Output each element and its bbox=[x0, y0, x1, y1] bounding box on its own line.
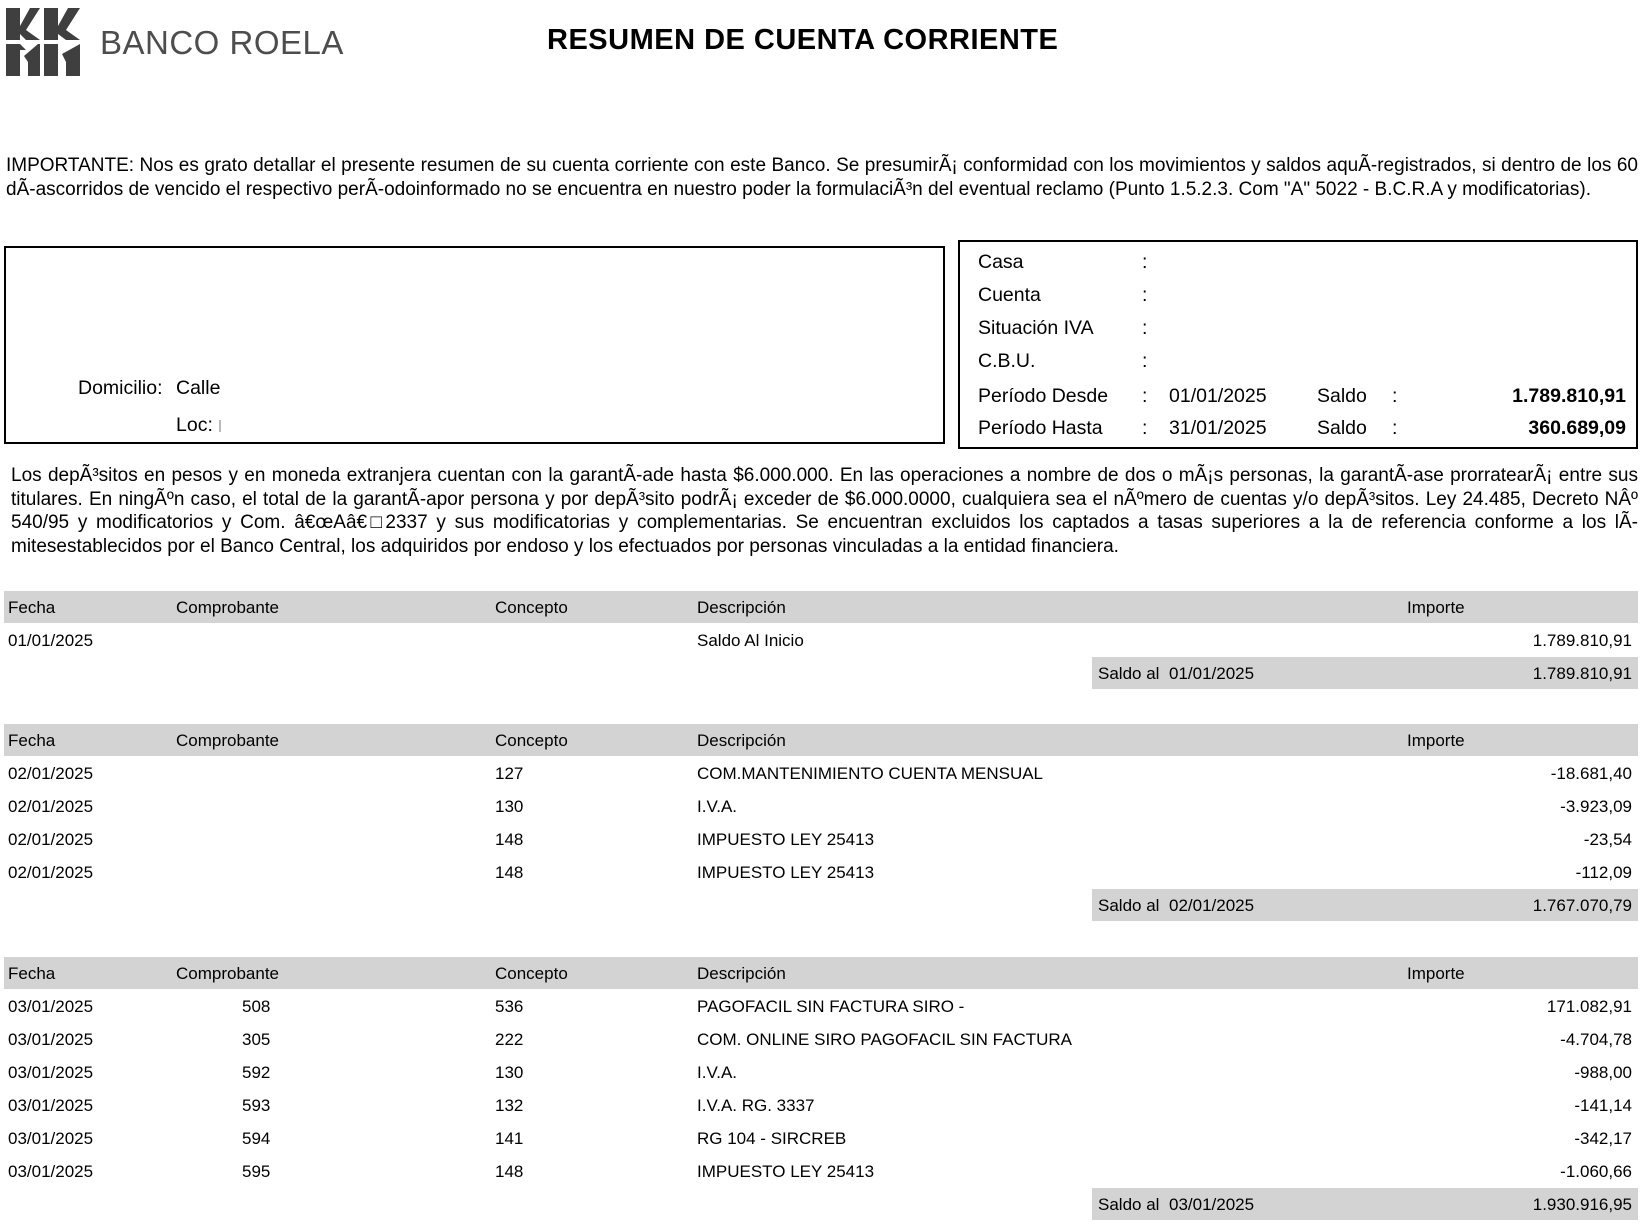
cell-importe: -4.704,78 bbox=[1560, 1030, 1632, 1049]
saldo-date: 03/01/2025 bbox=[1169, 1195, 1255, 1214]
cell-concepto: 130 bbox=[495, 797, 524, 816]
cell-fecha: 03/01/2025 bbox=[8, 1030, 94, 1049]
saldo-date: 02/01/2025 bbox=[1169, 896, 1255, 915]
cell-importe: -3.923,09 bbox=[1560, 797, 1632, 816]
domicilio-value: Calle bbox=[176, 377, 221, 399]
cell-descripcion: IMPUESTO LEY 25413 bbox=[697, 830, 875, 849]
saldo-al-label: Saldo al bbox=[1098, 1195, 1160, 1214]
cell-fecha: 01/01/2025 bbox=[8, 631, 94, 650]
colon: : bbox=[1142, 284, 1148, 306]
info-row-periodo-hasta bbox=[978, 417, 1628, 447]
client-address-box bbox=[4, 246, 945, 444]
cell-concepto: 141 bbox=[495, 1129, 524, 1148]
loc-label: Loc: bbox=[176, 414, 213, 436]
saldo-label: Saldo bbox=[1317, 385, 1367, 407]
cell-descripcion: RG 104 - SIRCREB bbox=[697, 1129, 847, 1148]
cell-importe: -988,00 bbox=[1574, 1063, 1632, 1082]
table-header bbox=[4, 957, 1638, 989]
cell-comprobante: 595 bbox=[242, 1162, 271, 1181]
periodo-desde-label: Período Desde bbox=[978, 385, 1109, 407]
saldo-row bbox=[1092, 1188, 1638, 1220]
table-header bbox=[4, 591, 1638, 623]
table-row bbox=[4, 757, 1638, 790]
cell-importe: -18.681,40 bbox=[1550, 764, 1632, 783]
table-row bbox=[4, 1056, 1638, 1089]
col-importe: Importe bbox=[1407, 598, 1465, 617]
important-notice: IMPORTANTE: Nos es grato detallar el presente resumen de su cuenta corriente con este Banco. Se presumirÃ¡ conformidad con los movimientos y saldos aquÃ-registrados, si dentro de los 60 dÃ-ascorridos de vencido el respectivo perÃ-odoinformado no se encuentra en nuestro poder la formulaciÃ³n del eventual reclamo (Punto 1.5.2.3. Com "A" 5022 - B.C.R.A y modificatorias). bbox=[6, 155, 1638, 200]
cell-concepto: 130 bbox=[495, 1063, 524, 1082]
table-row bbox=[4, 1089, 1638, 1122]
periodo-hasta-value: 31/01/2025 bbox=[1169, 417, 1267, 439]
info-row-cuenta bbox=[978, 284, 1628, 314]
col-concepto: Concepto bbox=[495, 964, 568, 983]
table-row bbox=[4, 990, 1638, 1023]
col-fecha: Fecha bbox=[8, 731, 56, 750]
saldo-amount: 1.767.070,79 bbox=[1532, 896, 1632, 915]
col-comprobante: Comprobante bbox=[176, 731, 280, 750]
table-row bbox=[4, 1122, 1638, 1155]
loc-value-fragment bbox=[219, 420, 221, 432]
cell-importe: 1.789.810,91 bbox=[1532, 631, 1632, 650]
cell-fecha: 03/01/2025 bbox=[8, 997, 94, 1016]
cell-comprobante: 594 bbox=[242, 1129, 271, 1148]
saldo-al-label: Saldo al bbox=[1098, 896, 1160, 915]
cell-concepto: 148 bbox=[495, 863, 524, 882]
cell-importe: -1.060,66 bbox=[1560, 1162, 1632, 1181]
periodo-desde-value: 01/01/2025 bbox=[1169, 385, 1267, 407]
cell-descripcion: Saldo Al Inicio bbox=[697, 631, 804, 650]
cell-importe: -342,17 bbox=[1574, 1129, 1632, 1148]
cell-descripcion: COM. ONLINE SIRO PAGOFACIL SIN FACTURA bbox=[697, 1030, 1073, 1049]
bank-logo-icon bbox=[4, 4, 84, 80]
saldo-amount: 1.930.916,95 bbox=[1532, 1195, 1632, 1214]
cell-concepto: 536 bbox=[495, 997, 524, 1016]
table-header bbox=[4, 724, 1638, 756]
cell-importe: -112,09 bbox=[1575, 863, 1632, 882]
cell-concepto: 222 bbox=[495, 1030, 524, 1049]
cuenta-label: Cuenta bbox=[978, 284, 1041, 306]
cell-comprobante: 305 bbox=[242, 1030, 271, 1049]
cell-concepto: 127 bbox=[495, 764, 524, 783]
cell-concepto: 148 bbox=[495, 830, 524, 849]
col-fecha: Fecha bbox=[8, 964, 56, 983]
cell-importe: -141,14 bbox=[1574, 1096, 1632, 1115]
col-importe: Importe bbox=[1407, 964, 1465, 983]
cell-comprobante: 592 bbox=[242, 1063, 271, 1082]
saldo-date: 01/01/2025 bbox=[1169, 664, 1255, 683]
col-fecha: Fecha bbox=[8, 598, 56, 617]
cell-comprobante: 508 bbox=[242, 997, 271, 1016]
table-row bbox=[4, 624, 1638, 657]
colon: : bbox=[1392, 417, 1398, 439]
cell-concepto: 148 bbox=[495, 1162, 524, 1181]
cell-comprobante: 593 bbox=[242, 1096, 271, 1115]
col-descripcion: Descripción bbox=[697, 598, 786, 617]
colon: : bbox=[1392, 385, 1398, 407]
cell-importe: 171.082,91 bbox=[1546, 997, 1632, 1016]
colon: : bbox=[1142, 417, 1148, 439]
col-importe: Importe bbox=[1407, 731, 1465, 750]
saldo-amount: 1.789.810,91 bbox=[1532, 664, 1632, 683]
colon: : bbox=[1142, 385, 1148, 407]
cell-fecha: 03/01/2025 bbox=[8, 1096, 94, 1115]
cell-importe: -23,54 bbox=[1583, 830, 1632, 849]
saldo-label: Saldo bbox=[1317, 417, 1367, 439]
casa-label: Casa bbox=[978, 251, 1024, 273]
cell-descripcion: IMPUESTO LEY 25413 bbox=[697, 1162, 875, 1181]
saldo-desde-amount: 1.789.810,91 bbox=[1512, 385, 1626, 407]
info-row-cbu bbox=[978, 350, 1628, 380]
cell-descripcion: COM.MANTENIMIENTO CUENTA MENSUAL bbox=[697, 764, 1044, 783]
situacion-iva-label: Situación IVA bbox=[978, 317, 1094, 339]
col-concepto: Concepto bbox=[495, 598, 568, 617]
document-title: RESUMEN DE CUENTA CORRIENTE bbox=[547, 24, 1059, 56]
col-comprobante: Comprobante bbox=[176, 964, 280, 983]
saldo-row bbox=[1092, 657, 1638, 689]
cell-fecha: 02/01/2025 bbox=[8, 797, 94, 816]
colon: : bbox=[1142, 317, 1148, 339]
cell-concepto: 132 bbox=[495, 1096, 524, 1115]
info-row-periodo-desde bbox=[978, 385, 1628, 415]
cell-fecha: 03/01/2025 bbox=[8, 1129, 94, 1148]
bank-name: BANCO ROELA bbox=[100, 24, 344, 61]
cell-descripcion: I.V.A. RG. 3337 bbox=[697, 1096, 815, 1115]
domicilio-label: Domicilio: bbox=[78, 377, 163, 399]
table-row bbox=[4, 856, 1638, 889]
cell-fecha: 02/01/2025 bbox=[8, 830, 94, 849]
cell-fecha: 03/01/2025 bbox=[8, 1162, 94, 1181]
table-row bbox=[4, 1155, 1638, 1188]
cell-descripcion: I.V.A. bbox=[697, 1063, 738, 1082]
cell-fecha: 02/01/2025 bbox=[8, 764, 94, 783]
colon: : bbox=[1142, 251, 1148, 273]
col-descripcion: Descripción bbox=[697, 731, 786, 750]
cell-fecha: 02/01/2025 bbox=[8, 863, 94, 882]
cbu-label: C.B.U. bbox=[978, 350, 1036, 372]
col-descripcion: Descripción bbox=[697, 964, 786, 983]
periodo-hasta-label: Período Hasta bbox=[978, 417, 1103, 439]
table-row bbox=[4, 790, 1638, 823]
table-row bbox=[4, 1023, 1638, 1056]
saldo-row bbox=[1092, 889, 1638, 921]
table-row bbox=[4, 823, 1638, 856]
col-comprobante: Comprobante bbox=[176, 598, 280, 617]
col-concepto: Concepto bbox=[495, 731, 568, 750]
cell-descripcion: PAGOFACIL SIN FACTURA SIRO - bbox=[697, 997, 965, 1016]
deposit-guarantee-notice: Los depÃ³sitos en pesos y en moneda extranjera cuentan con la garantÃ-ade hasta $6.000.000. En las operaciones a nombre de dos o mÃ¡s personas, la garantÃ-ase prorratearÃ¡ entre sus titulares. En ningÃºn caso, el total de la garantÃ-apor persona y por depÃ³sito podrÃ¡ exceder de $6.000.0000, cualquiera sea el nÃºmero de cuentas y/o depÃ³sitos. Ley 24.485, Decreto NÂº 540/95 y modificatorios y Com. â€œAâ€□2337 y sus modificatorias y complementarias. Se encuentran excluidos los captados a tasas superiores a la de referencia conforme a los lÃ-mitesestablecidos por el Banco Central, los adquiridos por endoso y los efectuados por personas vinculadas a la entidad financiera. bbox=[11, 465, 1638, 557]
saldo-al-label: Saldo al bbox=[1098, 664, 1160, 683]
info-row-iva bbox=[978, 317, 1628, 347]
cell-fecha: 03/01/2025 bbox=[8, 1063, 94, 1082]
cell-descripcion: IMPUESTO LEY 25413 bbox=[697, 863, 875, 882]
cell-descripcion: I.V.A. bbox=[697, 797, 738, 816]
colon: : bbox=[1142, 350, 1148, 372]
info-row-casa bbox=[978, 251, 1628, 281]
saldo-hasta-amount: 360.689,09 bbox=[1528, 417, 1626, 439]
